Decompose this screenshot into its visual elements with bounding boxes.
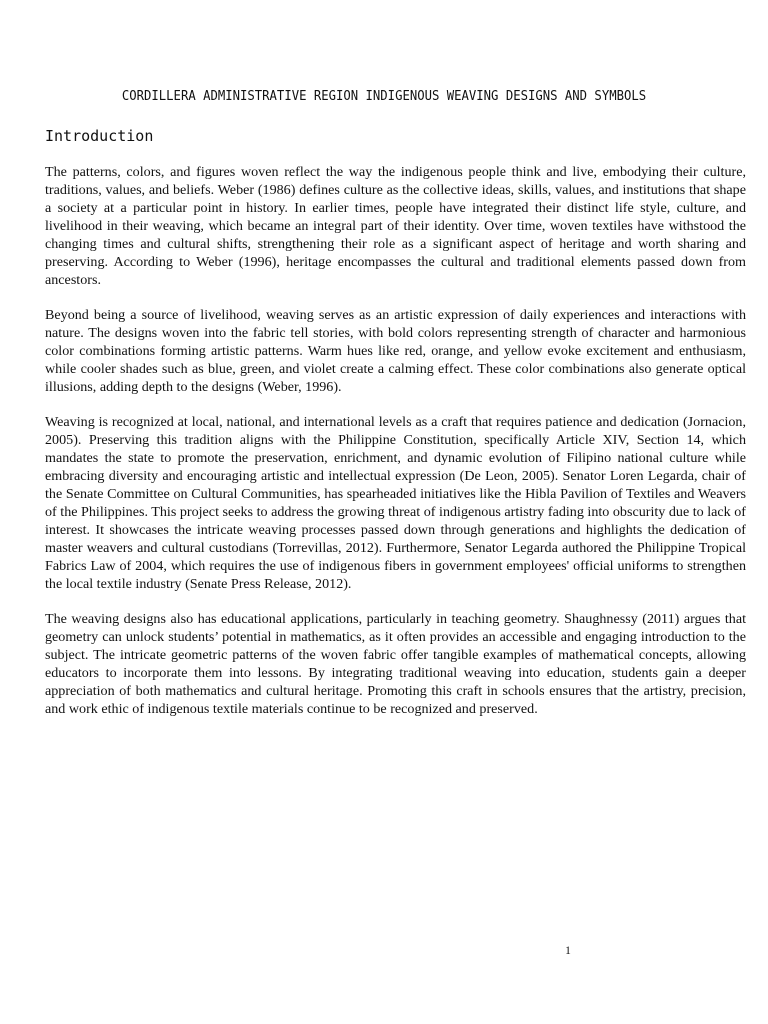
paragraph: The patterns, colors, and figures woven reflect the way the indigenous people think and live, embodying their culture, traditions, values, and beliefs. Weber (1986) defines culture as the collective ideas, skills, values, and institutions that shape a society at a particular point in history. In earlier times, people have integrated their distinct life style, culture, and livelihood in their weaving, which became an integral part of their identity. Over time, woven textiles have withstood the changing times and cultural shifts, strengthening their role as a significant aspect of heritage and worth sharing and preserving. According to Weber (1996), heritage encompasses the cultural and traditional elements passed down from ancestors. xyxy=(45,164,746,288)
paragraph: The weaving designs also has educational applications, particularly in teaching geometry. Shaughnessy (2011) argues that geometry can unlock students’ potential in mathematics, as it often provides an accessible and engaging introduction to the subject. The intricate geometric patterns of the woven fabric offer tangible examples of mathematical concepts, allowing educators to incorporate them into lessons. By integrating traditional weaving into education, students gain a deeper appreciation of both mathematics and cultural heritage. Promoting this craft in schools ensures that the artistry, precision, and work ethic of indigenous textile materials continue to be recognized and preserved. xyxy=(45,611,746,717)
paragraph: Weaving is recognized at local, national, and international levels as a craft that requires patience and dedication (Jornacion, 2005). Preserving this tradition aligns with the Philippine Constitution, specifically Article XIV, Section 14, which mandates the state to promote the preservation, enrichment, and dynamic evolution of Filipino national culture while embracing diversity and encouraging artistic and intellectual expression (De Leon, 2005). Senator Loren Legarda, chair of the Senate Committee on Cultural Communities, has spearheaded initiatives like the Hibla Pavilion of Textiles and Weavers of the Philippines. This project seeks to address the growing threat of indigenous artistry fading into obscurity due to lack of interest. It showcases the intricate weaving processes passed down through generations and highlights the dedication of master weavers and cultural custodians (Torrevillas, 2012). Furthermore, Senator Legarda authored the Philippine Tropical Fabrics Law of 2004, which requires the use of indigenous fibers in government employees' official uniforms to strengthen the local textile industry (Senate Press Release, 2012). xyxy=(45,414,746,592)
section-heading: Introduction xyxy=(45,127,154,145)
page-number: 1 xyxy=(565,945,571,957)
paragraph: Beyond being a source of livelihood, weaving serves as an artistic expression of daily experiences and interactions with nature. The designs woven into the fabric tell stories, with bold colors representing strength of character and harmonious color combinations forming artistic patterns. Warm hues like red, orange, and yellow evoke excitement and enthusiasm, while cooler shades such as blue, green, and violet create a calming effect. These color combinations also generate optical illusions, adding depth to the designs (Weber, 1996). xyxy=(45,307,746,395)
document-title: CORDILLERA ADMINISTRATIVE REGION INDIGENOUS WEAVING DESIGNS AND SYMBOLS xyxy=(121,89,647,104)
body-text xyxy=(45,163,746,735)
